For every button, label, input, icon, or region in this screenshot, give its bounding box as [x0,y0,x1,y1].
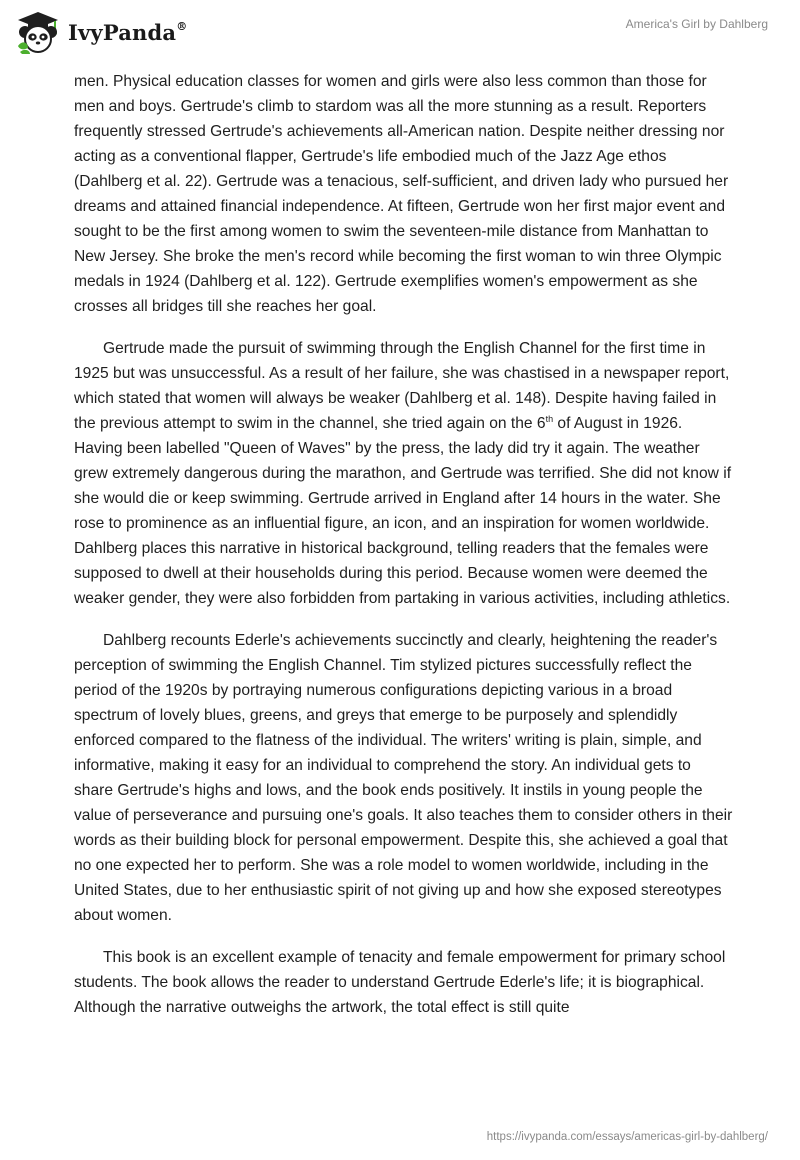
page-header [0,0,800,66]
panda-graduate-icon [14,10,62,54]
brand-name: IvyPanda® [68,19,188,45]
registered-mark: ® [176,19,188,33]
ordinal-suffix: th [545,413,554,424]
ivypanda-logo[interactable] [14,10,187,54]
essay-body [74,69,734,1037]
paragraph-3: Dahlberg recounts Ederle's achievements succinctly and clearly, heightening the reader's perception of swimming the English Channel. Tim stylized pictures successfully reflect the period of the 1920s by portraying numerous configurations depicting various in a broad spectrum of lovely blues, greens, and greys that emerge to be purposely and splendidly enforced compared to the flatness of the individual. The writers' writing is plain, simple, and informative, making it easy for an individual to comprehend the story. An individual gets to share Gertrude's highs and lows, and the book ends positively. It instils in young people the value of perseverance and pursuing one's goals. It also teaches them to consider others in their words as their building block for personal empowerment. Despite this, she achieved a goal that no one expected her to perform. She was a role model to women worldwide, including in the United States, due to her enthusiastic spirit of not giving up and how she exposed stereotypes about women. [74,632,733,924]
paragraph-1: men. Physical education classes for women and girls were also less common than those for men and boys. Gertrude's climb to stardom was all the more stunning as a result. Reporters frequently stressed Gertrude's achievements all-American nation. Despite neither dressing nor acting as a conventional flapper, Gertrude's life embodied much of the Jazz Age ethos (Dahlberg et al. 22). Gertrude was a tenacious, self-sufficient, and driven lady who pursued her dreams and attained financial independence. At fifteen, Gertrude won her first major event and sought to be the first among women to swim the seventeen-mile distance from Manhattan to New Jersey. She broke the men's record while becoming the first woman to win three Olympic medals in 1924 (Dahlberg et al. 122). Gertrude exemplifies women's empowerment as she crosses all bridges till she reaches her goal. [74,73,729,315]
paragraph-2: Gertrude made the pursuit of swimming through the English Channel for the first time in 1925 but was unsuccessful. As a result of her failure, she was chastised in a newspaper report, which stated that women will always be weaker (Dahlberg et al. 148). Despite having failed in the previous attempt to swim in the channel, she tried again on the 6th of August in 1926. Having been labelled "Queen of Waves" by the press, the lady did try it again. The weather grew extremely dangerous during the marathon, and Gertrude was terrified. She did not know if she would die or keep swimming. Gertrude arrived in England after 14 hours in the water. She rose to prominence as an influential figure, an icon, and an inspiration for women worldwide. Dahlberg places this narrative in historical background, telling readers that the females were supposed to dwell at their households during this period. Because women were deemed the weaker gender, they were also forbidden from partaking in various activities, including athletics. [74,340,732,607]
paragraph-4: This book is an excellent example of tenacity and female empowerment for primary school students. The book allows the reader to understand Gertrude Ederle's life; it is biographical. Although the narrative outweighs the artwork, the total effect is still quite [74,949,726,1016]
document-title: America's Girl by Dahlberg [625,17,768,31]
source-url[interactable]: https://ivypanda.com/essays/americas-girl-by-dahlberg/ [486,1131,768,1143]
